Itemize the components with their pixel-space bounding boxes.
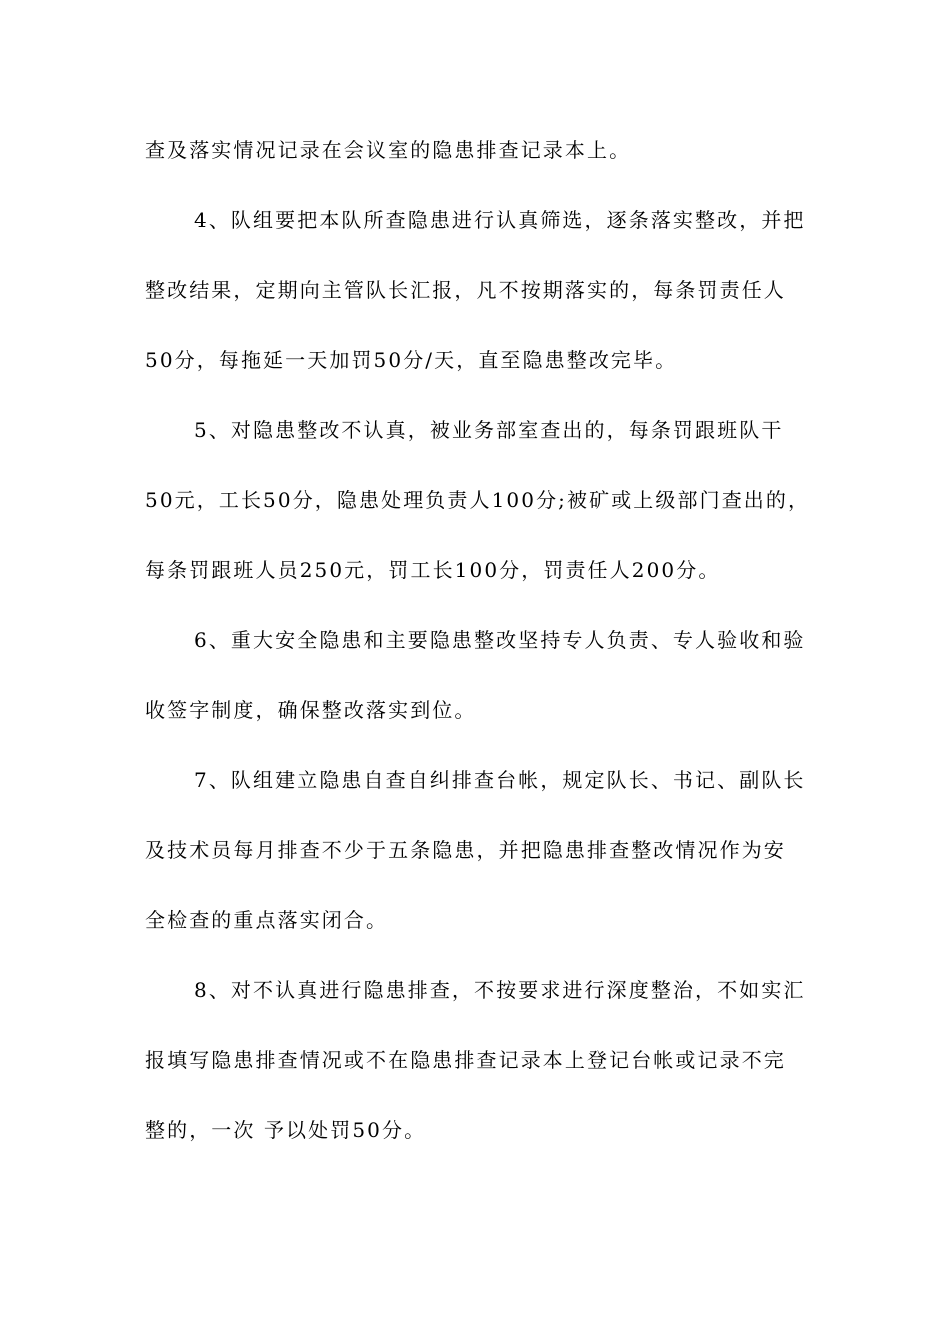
- text-line: 5、对隐患整改不认真，被业务部室查出的，每条罚跟班队干: [194, 418, 784, 442]
- text-line: 4、队组要把本队所查隐患进行认真筛选，逐条落实整改，并把: [194, 208, 806, 232]
- text-line: 全检查的重点落实闭合。: [145, 908, 389, 932]
- text-line: 报填写隐患排查情况或不在隐患排查记录本上登记台帐或记录不完: [145, 1048, 786, 1072]
- text-line: 50元，工长50分，隐患处理负责人100分;被矿或上级部门查出的，: [145, 488, 811, 512]
- text-line: 8、对不认真进行隐患排查，不按要求进行深度整治，不如实汇: [194, 978, 806, 1002]
- text-line: 每条罚跟班人员250元，罚工长100分，罚责任人200分。: [145, 558, 721, 582]
- text-line: 收签字制度，确保整改落实到位。: [145, 698, 477, 722]
- text-line: 整改结果，定期向主管队长汇报，凡不按期落实的，每条罚责任人: [145, 278, 786, 302]
- text-line: 7、队组建立隐患自查自纠排查台帐，规定队长、书记、副队长: [194, 768, 806, 792]
- text-line: 50分，每拖延一天加罚50分/天，直至隐患整改完毕。: [145, 348, 678, 372]
- text-line: 整的，一次 予以处罚50分。: [145, 1118, 427, 1142]
- text-line: 查及落实情况记录在会议室的隐患排查记录本上。: [145, 138, 632, 162]
- text-line: 及技术员每月排查不少于五条隐患，并把隐患排查整改情况作为安: [145, 838, 786, 862]
- text-line: 6、重大安全隐患和主要隐患整改坚持专人负责、专人验收和验: [194, 628, 806, 652]
